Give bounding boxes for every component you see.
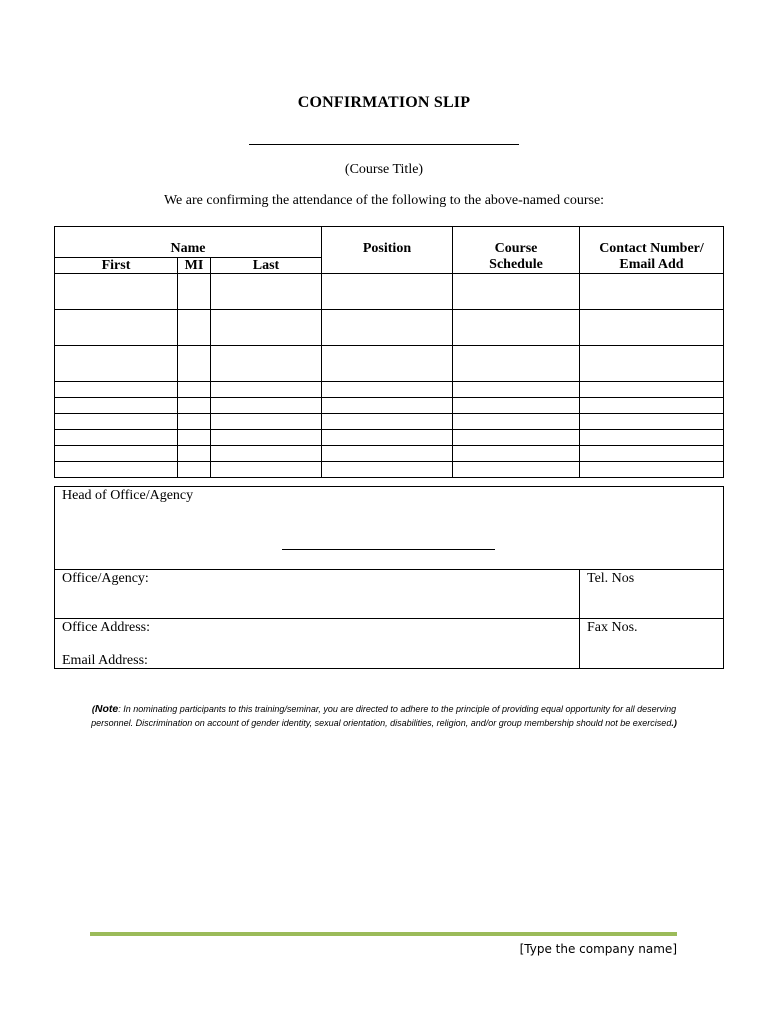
schedule-cell[interactable]: [453, 430, 580, 446]
intro-text: We are confirming the attendance of the following to the above-named course:: [163, 193, 605, 208]
contact-cell[interactable]: [580, 274, 724, 310]
course-title-line: [249, 144, 519, 145]
last-cell[interactable]: [211, 346, 322, 382]
schedule-cell[interactable]: [453, 462, 580, 478]
schedule-cell[interactable]: [453, 310, 580, 346]
last-name-header: Last: [211, 257, 322, 273]
office-address-cell[interactable]: [55, 619, 580, 669]
mi-cell[interactable]: [178, 446, 211, 462]
mi-cell[interactable]: [178, 274, 211, 310]
mi-cell[interactable]: [178, 430, 211, 446]
first-cell[interactable]: [55, 446, 178, 462]
course-title-placeholder: (Course Title): [344, 162, 424, 177]
schedule-cell[interactable]: [453, 398, 580, 414]
schedule-cell[interactable]: [453, 414, 580, 430]
fax-nos-label: Fax Nos.: [587, 620, 638, 635]
contact-cell[interactable]: [580, 310, 724, 346]
note-paragraph: [88, 702, 680, 730]
email-address-label: Email Address:: [62, 653, 148, 668]
contact-cell[interactable]: [580, 382, 724, 398]
head-of-office-cell[interactable]: [55, 487, 724, 570]
note-colon: :: [118, 704, 121, 714]
mi-cell[interactable]: [178, 398, 211, 414]
office-details-table: [54, 486, 724, 669]
last-cell[interactable]: [211, 382, 322, 398]
first-cell[interactable]: [55, 346, 178, 382]
table-row: [55, 462, 724, 478]
office-address-label: Office Address:: [62, 620, 150, 635]
contact-cell[interactable]: [580, 446, 724, 462]
mi-cell[interactable]: [178, 346, 211, 382]
office-agency-label: Office/Agency:: [62, 571, 149, 586]
position-cell[interactable]: [322, 310, 453, 346]
note-open-paren: (: [91, 704, 95, 714]
first-cell[interactable]: [55, 382, 178, 398]
schedule-cell[interactable]: [453, 274, 580, 310]
position-cell[interactable]: [322, 398, 453, 414]
course-header-line2: Schedule: [489, 257, 543, 272]
note-label: Note: [94, 703, 119, 715]
middle-initial-header: MI: [178, 257, 211, 273]
table-row: [55, 382, 724, 398]
position-cell[interactable]: [322, 430, 453, 446]
footer-divider: [90, 932, 677, 936]
note-close: .): [671, 718, 677, 728]
contact-header: [580, 227, 724, 274]
contact-cell[interactable]: [580, 430, 724, 446]
document-title: CONFIRMATION SLIP: [297, 94, 471, 111]
first-cell[interactable]: [55, 414, 178, 430]
position-header: Position: [322, 227, 453, 274]
position-cell[interactable]: [322, 462, 453, 478]
schedule-cell[interactable]: [453, 446, 580, 462]
contact-cell[interactable]: [580, 414, 724, 430]
table-row: [55, 310, 724, 346]
last-cell[interactable]: [211, 310, 322, 346]
first-cell[interactable]: [55, 398, 178, 414]
last-cell[interactable]: [211, 274, 322, 310]
position-cell[interactable]: [322, 446, 453, 462]
last-cell[interactable]: [211, 462, 322, 478]
company-name-placeholder[interactable]: [Type the company name]: [519, 942, 677, 956]
first-cell[interactable]: [55, 274, 178, 310]
position-cell[interactable]: [322, 382, 453, 398]
course-schedule-header: [453, 227, 580, 274]
tel-nos-label: Tel. Nos: [587, 571, 635, 586]
position-cell[interactable]: [322, 274, 453, 310]
schedule-cell[interactable]: [453, 382, 580, 398]
table-row: [55, 446, 724, 462]
first-cell[interactable]: [55, 310, 178, 346]
tel-nos-cell[interactable]: [580, 570, 724, 619]
schedule-cell[interactable]: [453, 346, 580, 382]
table-row: [55, 414, 724, 430]
name-header: Name: [55, 227, 322, 258]
table-row: [55, 274, 724, 310]
attendee-table: [54, 226, 724, 478]
last-cell[interactable]: [211, 414, 322, 430]
contact-cell[interactable]: [580, 398, 724, 414]
signature-line: [282, 549, 495, 550]
contact-header-line1: Contact Number/: [599, 241, 704, 256]
last-cell[interactable]: [211, 430, 322, 446]
first-cell[interactable]: [55, 430, 178, 446]
office-agency-cell[interactable]: [55, 570, 580, 619]
contact-cell[interactable]: [580, 462, 724, 478]
mi-cell[interactable]: [178, 462, 211, 478]
mi-cell[interactable]: [178, 382, 211, 398]
last-cell[interactable]: [211, 398, 322, 414]
first-name-header: First: [55, 257, 178, 273]
mi-cell[interactable]: [178, 310, 211, 346]
mi-cell[interactable]: [178, 414, 211, 430]
fax-nos-cell[interactable]: [580, 619, 724, 669]
last-cell[interactable]: [211, 446, 322, 462]
first-cell[interactable]: [55, 462, 178, 478]
contact-header-line2: Email Add: [619, 257, 684, 272]
position-cell[interactable]: [322, 346, 453, 382]
head-of-office-label: Head of Office/Agency: [62, 488, 194, 503]
position-cell[interactable]: [322, 414, 453, 430]
table-row: [55, 398, 724, 414]
note-text: In nominating participants to this training/seminar, you are directed to adhere to the principle of providing equal opportunity for all deserving personnel. Discrimination on account of gender identity, sexual orientation, disabilities, religion, and/or group membership should not be exercised: [91, 704, 677, 728]
course-header-line1: Course: [494, 241, 538, 256]
table-row: [55, 346, 724, 382]
table-row: [55, 430, 724, 446]
contact-cell[interactable]: [580, 346, 724, 382]
